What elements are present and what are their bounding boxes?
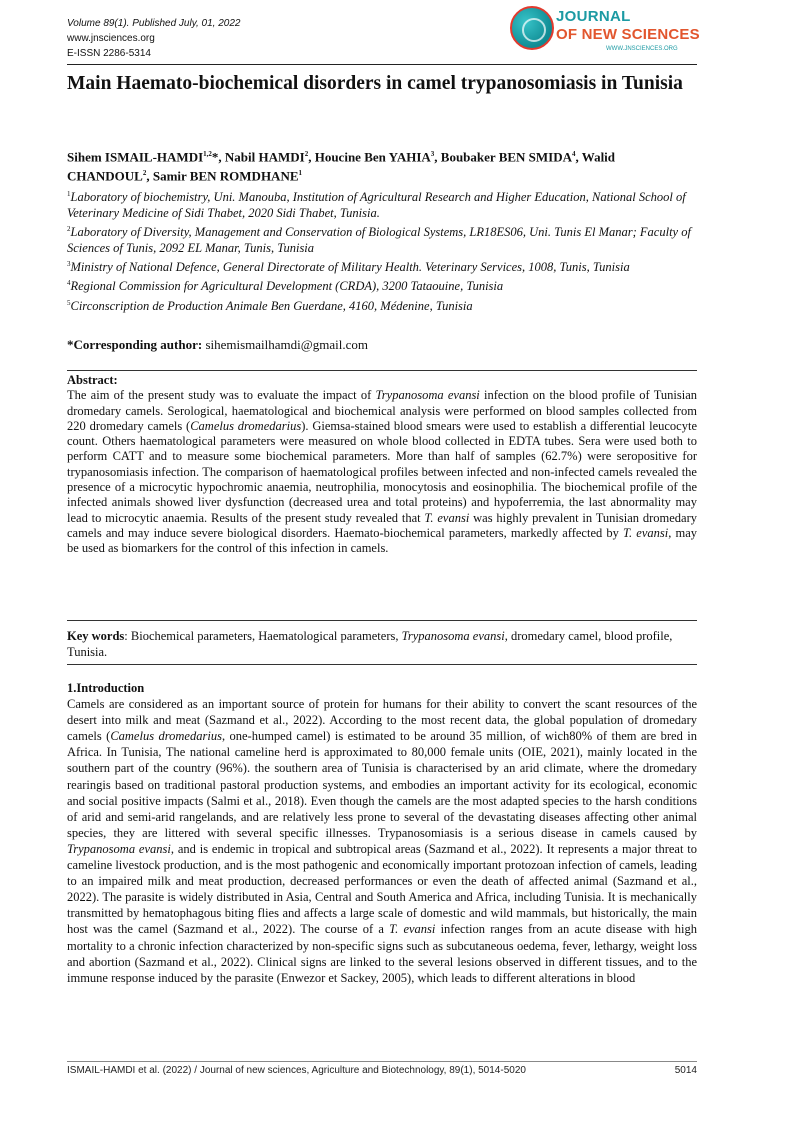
- affiliations: [67, 186, 697, 314]
- intro-text: infection ranges from an acute disease with high mortality to a chronic infection characterized by non-specific signs such as subcutaneous oedema, fever, lethargy, weight loss and abortion (Sazmand et al., 2022). Clinical signs are linked to the several lesions observed in different tissues, and to the immune response induced by the parasite (Enwezor et Sackey, 2005), which leads to different alterations in blood: [67, 922, 697, 985]
- affiliation-text: Ministry of National Defence, General Directorate of Military Health. Veterinary Services, 1008, Tunis, Tunisia: [70, 260, 630, 275]
- abstract-text: was highly prevalent in Tunisian dromedary camels and may induce severe biological disorders. Haemato-biochemical parameters, markedly affected by: [67, 510, 697, 540]
- keywords-text: , dromedary camel, blood profile, Tunisia.: [67, 629, 673, 659]
- author-name: Walid CHANDOUL: [67, 149, 616, 184]
- author-affiliation-mark: 1,2: [203, 150, 212, 158]
- keywords: [67, 628, 697, 660]
- keywords-text: : Biochemical parameters, Haematological parameters,: [124, 629, 402, 643]
- author-affiliation-mark: 3: [430, 150, 435, 158]
- footer-divider: [67, 1061, 697, 1062]
- affiliation-text: Laboratory of biochemistry, Uni. Manouba, Institution of Agricultural Research and Higher Education, National School of Veterinary Medicine of Sidi Thabet, 2020 Sidi Thabet, Tunisia.: [67, 190, 686, 221]
- introduction-heading: 1.Introduction: [67, 681, 145, 695]
- affiliation-number: 4: [67, 279, 71, 288]
- page-number: 5014: [674, 1065, 697, 1076]
- corresponding-mark: *: [211, 149, 219, 165]
- paper-title: Main Haemato-biochemical disorders in camel trypanosomiasis in Tunisia: [67, 73, 683, 94]
- keywords-bottom-rule: [67, 664, 697, 665]
- abstract-italic: Trypanosoma evansi: [375, 388, 480, 403]
- journal-website[interactable]: www.jnsciences.org: [67, 33, 155, 44]
- abstract-italic: T. evansi: [623, 525, 669, 540]
- author-affiliation-mark: 2: [142, 169, 147, 178]
- journal-logo: [510, 6, 710, 58]
- logo-line-2: OF NEW SCIENCES: [556, 26, 700, 43]
- volume-info: Volume 89(1). Published July, 01, 2022: [67, 18, 241, 29]
- globe-icon: [510, 6, 554, 50]
- corresponding-label: *Corresponding author:: [67, 337, 203, 352]
- corresponding-author: [67, 336, 368, 353]
- abstract-text: infection on the blood profile of Tunisian dromedary camels. Serological, haematological and biochemical analysis were performed on blood samples collected from 220 dromedary camels (: [67, 388, 698, 433]
- keywords-label: Key words: [67, 629, 125, 643]
- affiliation-text: Laboratory of Diversity, Management and Conservation of Biological Systems, LR18ES06, Uni. Tunis El Manar; Faculty of Sciences of Tunis, 2092 EL Manar, Tunis, Tunisia: [67, 225, 691, 256]
- author-name: Samir BEN ROMDHANE: [152, 168, 299, 184]
- logo-url: WWW.JNSCIENCES.ORG: [606, 46, 678, 52]
- affiliation-text: Circonscription de Production Animale Ben Guerdane, 4160, Médenine, Tunisia: [70, 298, 473, 313]
- affiliation-number: 5: [67, 298, 71, 307]
- affiliation-item: [67, 275, 697, 294]
- affiliation-item: [67, 186, 697, 221]
- affiliation-text: Regional Commission for Agricultural Development (CRDA), 3200 Tataouine, Tunisia: [70, 279, 504, 294]
- affiliation-number: 2: [67, 225, 71, 234]
- author-name: Boubaker BEN SMIDA: [440, 149, 573, 165]
- author-affiliation-mark: 2: [304, 150, 309, 158]
- intro-italic: Camelus dromedarius: [110, 729, 222, 744]
- keywords-italic: Trypanosoma evansi: [401, 629, 505, 643]
- affiliation-item: [67, 295, 697, 314]
- abstract-heading: Abstract:: [67, 373, 118, 387]
- abstract: [67, 373, 697, 557]
- abstract-top-rule: [67, 370, 697, 371]
- author-name: Houcine Ben YAHIA: [314, 149, 431, 165]
- issn: E-ISSN 2286-5314: [67, 48, 151, 59]
- affiliation-item: [67, 221, 697, 256]
- abstract-italic: T. evansi: [424, 510, 470, 525]
- intro-italic: Trypanosoma evansi: [67, 841, 171, 856]
- intro-text: Camels are considered as an important source of protein for humans for their ability to convert the scant resources of the desert into milk and meat (Sazmand et al., 2022). According to the most recent data, the global population of dromedary camels (: [67, 697, 697, 744]
- intro-italic: T. evansi: [389, 922, 436, 937]
- logo-line-1: JOURNAL: [556, 8, 631, 25]
- author-name: Sihem ISMAIL-HAMDI: [67, 149, 204, 165]
- journal-meta: [67, 16, 240, 61]
- introduction: [67, 680, 697, 986]
- corresponding-email[interactable]: sihemismailhamdi@gmail.com: [205, 337, 368, 352]
- affiliation-number: 3: [67, 260, 71, 269]
- author-name: Nabil HAMDI: [224, 149, 305, 165]
- page-footer: [67, 1064, 697, 1078]
- keywords-top-rule: [67, 620, 697, 621]
- author-list: Sihem ISMAIL-HAMDI$^{1,2}$*, Nabil HAMDI$^2$, Houcine Ben YAHIA$^3$, Boubaker BEN SMIDA$^4$, Walid CHANDOUL$^2$, Samir BEN ROMDHANE$^1$: [67, 149, 616, 184]
- abstract-italic: Camelus dromedarius: [190, 418, 302, 433]
- author-affiliation-mark: 1: [298, 169, 302, 178]
- author-affiliation-mark: 4: [572, 150, 576, 158]
- affiliation-number: 1: [67, 190, 71, 198]
- abstract-text: ). Giemsa-stained blood smears were used to establish a differential leucocyte count. Others haematological parameters were measured on whole blood collected in EDTA tubes. Sera were used both to perform CATT and to measure some biochemical parameters. More than half of samples (62.7%) were seropositive for trypanosomiasis infection. The comparison of haematological profiles between infected and non-infected camels revealed the presence of a microcytic hypochromic anaemia, neutrophilia, monocytosis and eosinophilia. The biochemical profile of the infected animals showed liver dysfunction (decreased urea and total proteins) and hypoferremia, the last abnormality may lead to microcytic anaemia. Results of the present study revealed that: [67, 418, 698, 525]
- affiliation-item: [67, 256, 697, 275]
- header-divider: [67, 64, 697, 65]
- abstract-text: , may be used as biomarkers for the control of this infection in camels.: [67, 525, 697, 556]
- footer-citation: ISMAIL-HAMDI et al. (2022) / Journal of new sciences, Agriculture and Biotechnology, 89(1), 5014-5020: [67, 1065, 526, 1076]
- intro-text: , one-humped camel) is estimated to be around 35 million, of wich80% of them are bred in Africa. In Tunisia, The national cameline herd is approximated to 80,000 female units (OIE, 2021), mainly located in the southern part of the country (96%). the southern area of Tunisia is characterised by an arid climate, where the dromedary rearingis based on traditional pastoral production systems, and embodies an important activity for its ecological, economic and social positive impacts (Salmi et al., 2018). Even though the camels are the most adapted species to the harsh conditions of arid and semi-arid rangelands, and are relatively less prone to several of the devastating diseases affecting other animal species, they are littered with several specific illnesses. Trypanosomiasis is a serious disease in camels caused by: [67, 729, 697, 840]
- abstract-text: The aim of the present study was to evaluate the impact of: [67, 388, 376, 403]
- intro-text: , and is endemic in tropical and subtropical areas (Sazmand et al., 2022). It represents a major threat to cameline livestock production, and is the most pathogenic and economically important protozoan infection of camels, leading to an impaired milk and meat production, decreased performances or even the death of affected animal (Sazmand et al., 2022). The parasite is widely distributed in Asia, Central and South America and Africa, including Tunisia. It is mechanically transmitted by hematophagous biting flies and affects a large scale of domestic and wild mammals, but historically, the main host was the camel (Sazmand et al., 2022). The course of a: [67, 841, 698, 937]
